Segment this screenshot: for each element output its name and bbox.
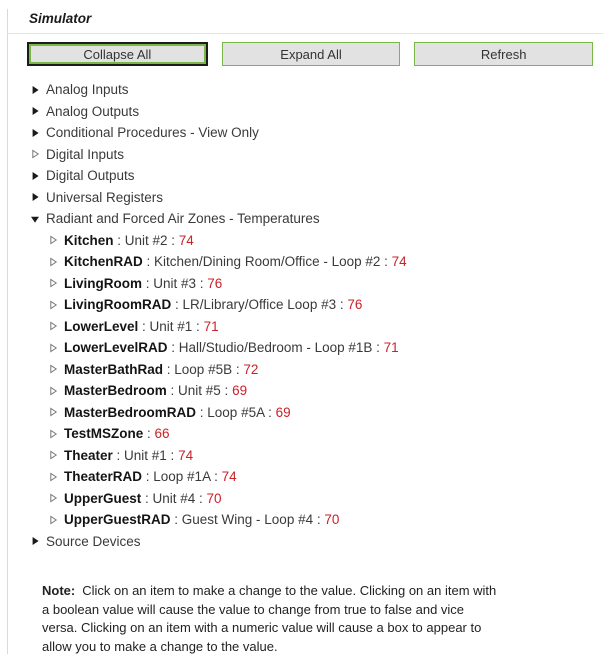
- tree-item[interactable]: [0, 79, 603, 101]
- expand-arrow-icon[interactable]: [30, 85, 46, 95]
- expand-arrow-icon[interactable]: [48, 386, 64, 396]
- tree-item-label: Analog Outputs: [46, 103, 140, 119]
- tree-child-item[interactable]: [0, 294, 603, 316]
- tree-item-label: Digital Inputs: [46, 146, 125, 162]
- zone-value[interactable]: 72: [243, 361, 259, 377]
- zone-name: LowerLevelRAD: [64, 340, 168, 356]
- expand-arrow-icon[interactable]: [48, 472, 64, 482]
- tree-child-item[interactable]: [0, 423, 603, 445]
- zone-description: : LR/Library/Office Loop #3 :: [171, 297, 348, 313]
- toolbar: [27, 42, 593, 66]
- zone-name: MasterBedroom: [64, 383, 167, 399]
- tree-item[interactable]: [0, 208, 603, 230]
- tree-item[interactable]: [0, 187, 603, 209]
- expand-arrow-icon[interactable]: [48, 515, 64, 525]
- zone-description: : Unit #5 :: [166, 383, 233, 399]
- expand-all-button[interactable]: Expand All: [222, 42, 401, 66]
- zone-name: LowerLevel: [64, 318, 139, 334]
- expand-arrow-icon[interactable]: [48, 300, 64, 310]
- tree-child-item[interactable]: [0, 337, 603, 359]
- tree-item-label: Universal Registers: [46, 189, 164, 205]
- expand-arrow-icon[interactable]: [30, 106, 46, 116]
- zone-description: : Kitchen/Dining Room/Office - Loop #2 :: [142, 254, 392, 270]
- tree-child-item[interactable]: [0, 488, 603, 510]
- zone-value[interactable]: 74: [178, 232, 194, 248]
- expand-arrow-icon[interactable]: [48, 450, 64, 460]
- expand-arrow-icon[interactable]: [30, 171, 46, 181]
- zone-description: : Hall/Studio/Bedroom - Loop #1B :: [167, 340, 384, 356]
- zone-value[interactable]: 74: [221, 469, 237, 485]
- note-label: Note:: [42, 583, 76, 598]
- zone-name: Kitchen: [64, 232, 114, 248]
- zone-description: : Loop #5A :: [196, 404, 276, 420]
- expand-arrow-icon[interactable]: [48, 257, 64, 267]
- expand-arrow-icon[interactable]: [30, 192, 46, 202]
- device-tree: [0, 79, 603, 552]
- tree-child-item[interactable]: [0, 273, 603, 295]
- zone-description: : Unit #2 :: [113, 232, 179, 248]
- tree-item-label: Radiant and Forced Air Zones - Temperatures: [46, 211, 320, 227]
- zone-name: TheaterRAD: [64, 469, 143, 485]
- zone-description: : Loop #5B :: [163, 361, 244, 377]
- zone-name: UpperGuest: [64, 490, 142, 506]
- tree-child-item[interactable]: [0, 402, 603, 424]
- expand-arrow-icon[interactable]: [48, 407, 64, 417]
- expand-arrow-icon[interactable]: [30, 536, 46, 546]
- collapse-all-button[interactable]: Collapse All: [27, 42, 208, 66]
- tree-item-label: Source Devices: [46, 533, 141, 549]
- zone-description: : Loop #1A :: [142, 469, 222, 485]
- expand-arrow-icon[interactable]: [30, 128, 46, 138]
- expand-arrow-icon[interactable]: [48, 278, 64, 288]
- zone-value[interactable]: 71: [383, 340, 399, 356]
- tree-child-item[interactable]: [0, 445, 603, 467]
- expand-arrow-icon[interactable]: [48, 343, 64, 353]
- zone-value[interactable]: 69: [275, 404, 291, 420]
- expand-arrow-icon[interactable]: [48, 429, 64, 439]
- tree-child-item[interactable]: [0, 251, 603, 273]
- zone-description: : Unit #3 :: [142, 275, 208, 291]
- zone-value[interactable]: 70: [206, 490, 222, 506]
- tree-child-item[interactable]: [0, 359, 603, 381]
- note: [42, 582, 498, 656]
- collapse-arrow-icon[interactable]: [30, 214, 46, 224]
- expand-arrow-icon[interactable]: [48, 364, 64, 374]
- zone-name: LivingRoom: [64, 275, 142, 291]
- zone-name: KitchenRAD: [64, 254, 143, 270]
- tree-item[interactable]: [0, 531, 603, 553]
- zone-description: : Unit #1 :: [138, 318, 204, 334]
- expand-arrow-icon[interactable]: [48, 493, 64, 503]
- tree-item[interactable]: [0, 144, 603, 166]
- zone-value[interactable]: 74: [391, 254, 407, 270]
- expand-arrow-icon[interactable]: [48, 321, 64, 331]
- zone-value[interactable]: 76: [347, 297, 363, 313]
- refresh-button[interactable]: Refresh: [414, 42, 593, 66]
- tree-item-label: Digital Outputs: [46, 168, 135, 184]
- tree-item[interactable]: [0, 122, 603, 144]
- tree-item-label: Conditional Procedures - View Only: [46, 125, 259, 141]
- tree-child-item[interactable]: [0, 509, 603, 531]
- zone-value[interactable]: 69: [232, 383, 248, 399]
- tree-child-item[interactable]: [0, 466, 603, 488]
- zone-description: : Guest Wing - Loop #4 :: [170, 512, 325, 528]
- zone-value[interactable]: 66: [154, 426, 170, 442]
- tree-child-item[interactable]: [0, 230, 603, 252]
- zone-name: MasterBathRad: [64, 361, 164, 377]
- note-text: Click on an item to make a change to the value. Clicking on an item with a boolean value will cause the value to change from true to false and vice versa. Clicking on an item with a numeric value will cause a box to appear to allow you to make a change to the value.: [42, 583, 497, 654]
- zone-value[interactable]: 70: [324, 512, 340, 528]
- zone-description: : Unit #1 :: [112, 447, 179, 463]
- zone-value[interactable]: 76: [207, 275, 223, 291]
- zone-description: : Unit #4 :: [141, 490, 207, 506]
- zone-description: :: [143, 426, 155, 442]
- title-divider: [7, 33, 603, 34]
- zone-value[interactable]: 71: [203, 318, 219, 334]
- zone-name: LivingRoomRAD: [64, 297, 172, 313]
- tree-item[interactable]: [0, 101, 603, 123]
- tree-item[interactable]: [0, 165, 603, 187]
- zone-value[interactable]: 74: [178, 447, 194, 463]
- zone-name: TestMSZone: [64, 426, 144, 442]
- tree-child-item[interactable]: [0, 316, 603, 338]
- page-title: Simulator: [29, 11, 92, 26]
- zone-name: MasterBedroomRAD: [64, 404, 197, 420]
- zone-name: UpperGuestRAD: [64, 512, 171, 528]
- expand-arrow-icon[interactable]: [30, 149, 46, 159]
- zone-name: Theater: [64, 447, 113, 463]
- tree-child-item[interactable]: [0, 380, 603, 402]
- expand-arrow-icon[interactable]: [48, 235, 64, 245]
- tree-item-label: Analog Inputs: [46, 82, 129, 98]
